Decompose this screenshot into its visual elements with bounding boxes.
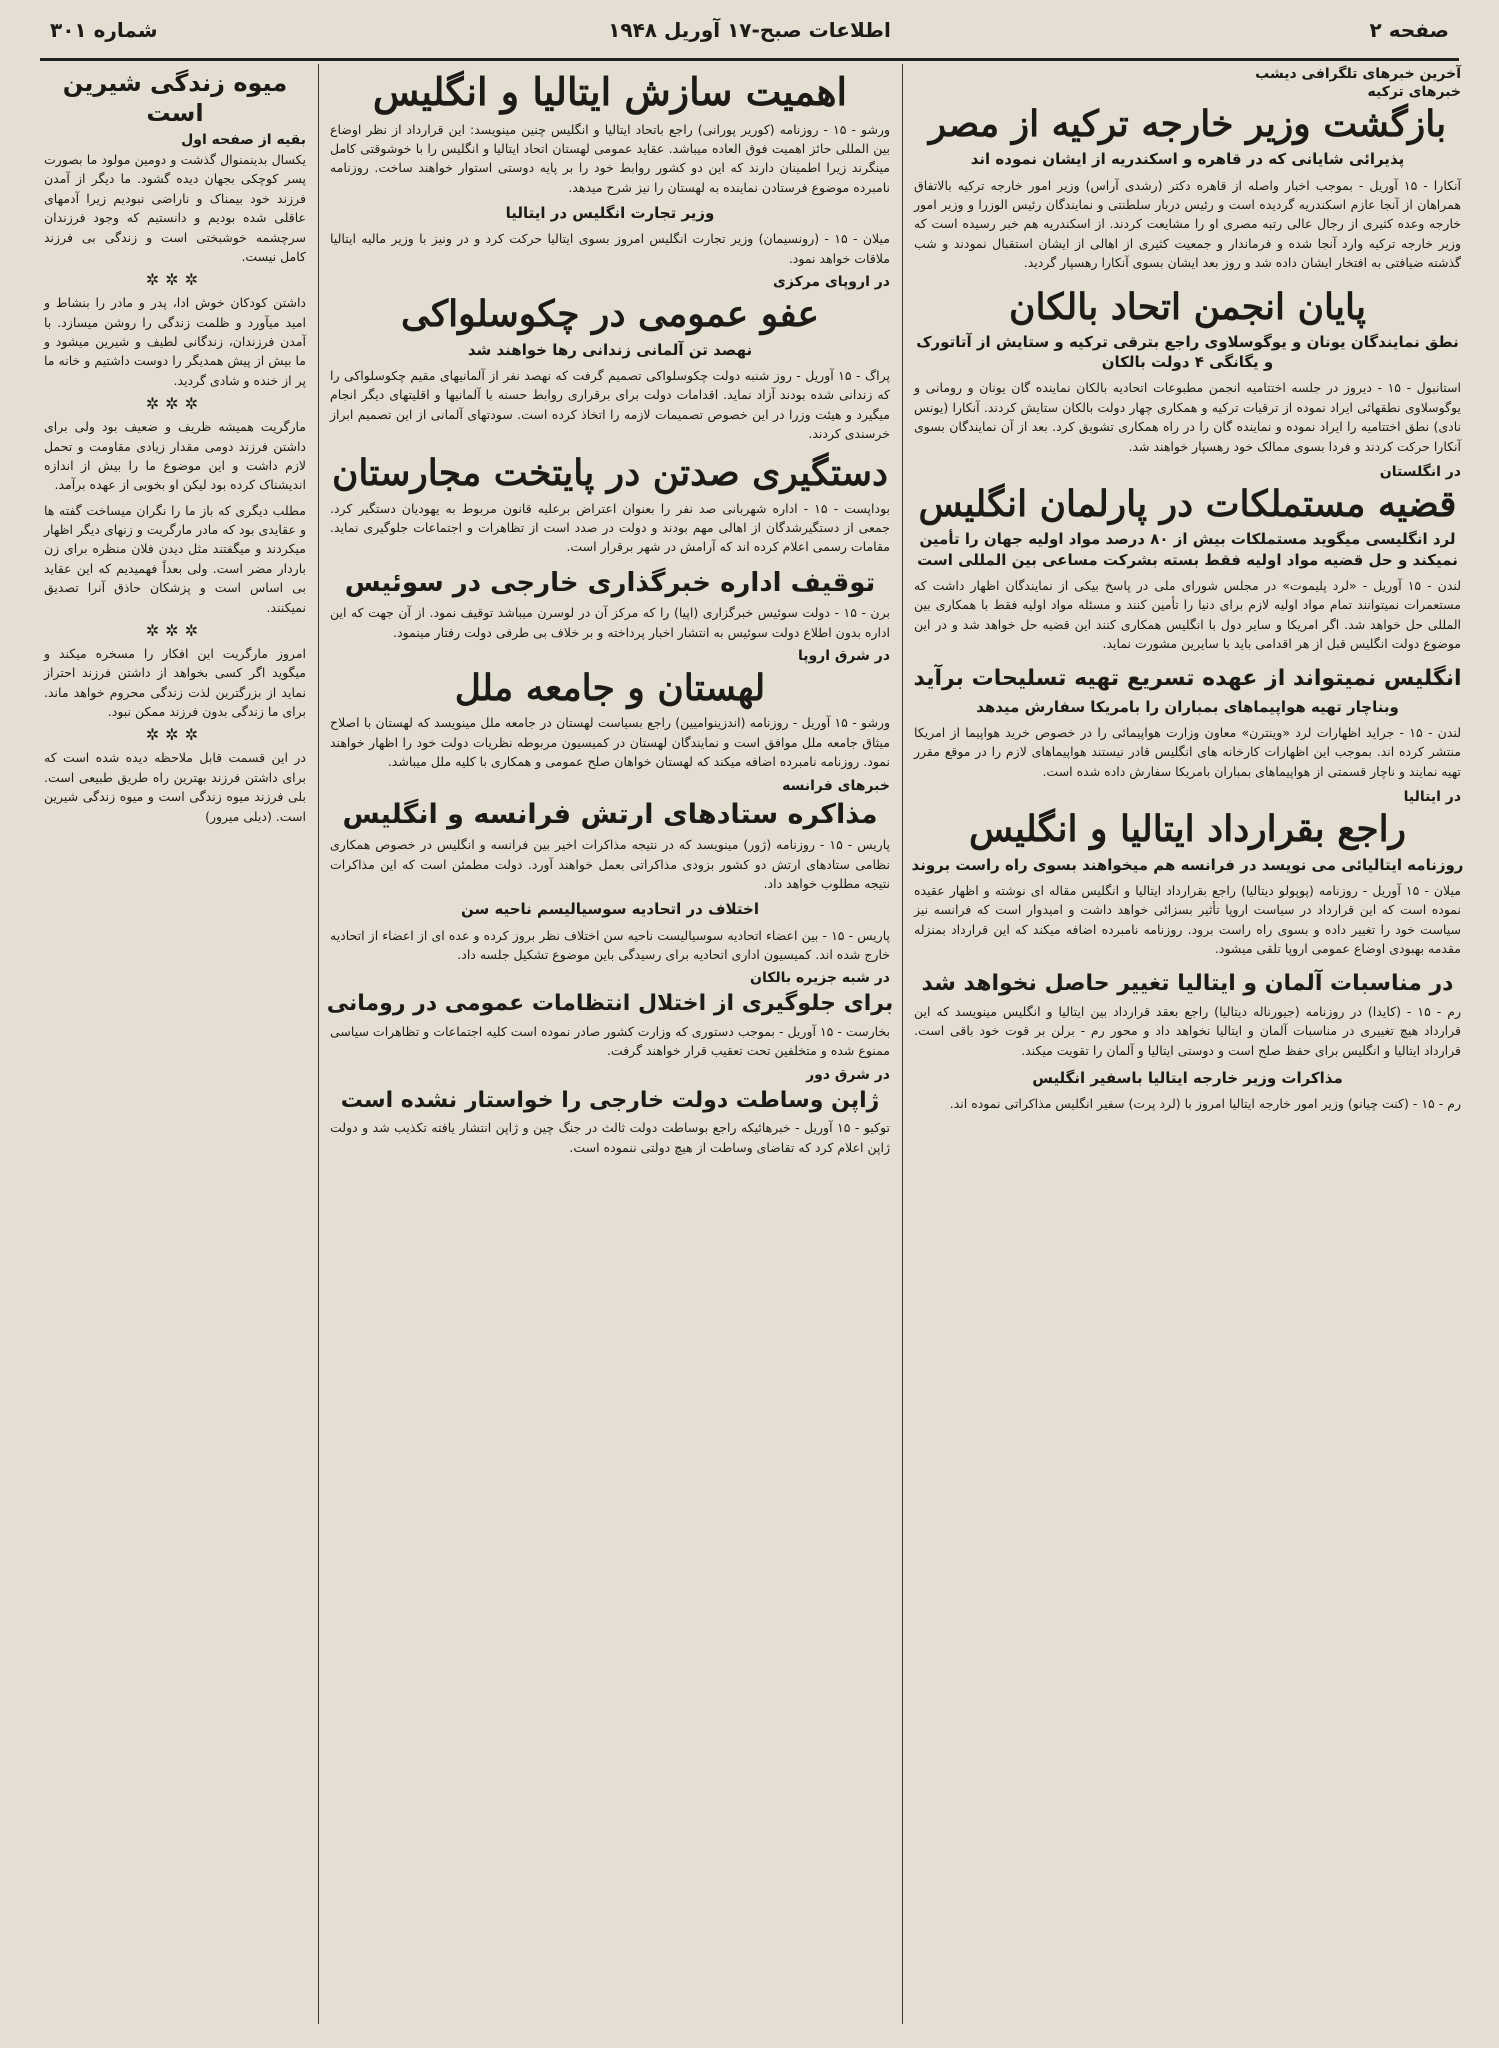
poland-headline: لهستان و جامعه ملل bbox=[454, 667, 766, 710]
section-england: در انگلستان bbox=[1379, 463, 1461, 480]
section-far-east: در شرق دور bbox=[806, 1066, 890, 1083]
swiss-body: برن - ۱۵ - دولت سوئیس خبرگزاری (اپیا) را که مرکز آن در لوسرن میباشد توقیف نمود. از آن جهت که این اداره بدون اطلاع دولت سوئیس به انتشار اخبار پرداخته و بر خلاف بی طرفی دولت رفتار مینمود. bbox=[330, 605, 890, 640]
talks-body: رم - ۱۵ - (کنت چیانو) وزیر امور خارجه ایتالیا امروز با (لرد پرت) سفیر انگلیس مذاکراتی نموده اند. bbox=[949, 1096, 1461, 1112]
italy-deck: روزنامه ایتالیائی می نویسد در فرانسه هم میخواهند بسوی راه راست بروند bbox=[911, 855, 1464, 874]
romania-headline: برای جلوگیری از اختلال انتظامات عمومی در رومانی bbox=[326, 991, 894, 1017]
socialist-body: پاریس - ۱۵ - بین اعضاء اتحادیه سوسیالیست ناحیه سن اختلاف نظر بروز کرده و عده ای از اعضاء از اتحادیه خارج شده اند. کمیسیون اداری اتحادیه برای رسیدگی باین موضوع تشکیل جلسه داد. bbox=[330, 927, 890, 963]
italy-body: میلان - ۱۵ آوریل - روزنامه (پوپولو دیتالیا) راجع بقرارداد ایتالیا و انگلیس مقاله ای نوشته و اظهار عقیده نموده است که این قرارداد در سیاست اروپا تأثیر بسزائی خواهد داشت و امیدوار است که فرانسه نیز سیاست خود را تغییر داده و بسوی راه راست برود. روزنامه نامبرده اضافه میکند که این قرارداد بمنزله مقدمه بهبودی اوضاع عمومی اروپا تلقی میشود. bbox=[914, 882, 1461, 956]
germany-headline: در مناسبات آلمان و ایتالیا تغییر حاصل نخواهد شد bbox=[921, 971, 1454, 997]
separator-stars: ✲✲✲ bbox=[145, 725, 205, 745]
balkan-headline: پایان انجمن اتحاد بالکان bbox=[1009, 285, 1366, 328]
colonies-deck: لرد انگلیسی میگوید مستملکات بیش از ۸۰ درصد مواد اولیه جهان را تأمین نمیکند و حل قضیه مواد اولیه فقط بسته بشرکت مساعی بین المللی است bbox=[917, 530, 1458, 569]
france-body: پاریس - ۱۵ - روزنامه (ژور) مینویسد که در نتیجه مذاکرات اخیر بین فرانسه و انگلیس در خصوص همکاری نظامی ستادهای ارتش دو کشور بزودی مذاکراتی بعمل خواهند آورد. دولت مطمئن است که این مذاکرات نتیجه مطلوب خواهد داد. bbox=[330, 837, 890, 892]
france-headline: مذاکره ستادهای ارتش فرانسه و انگلیس bbox=[342, 798, 878, 830]
romania-body: بخارست - ۱۵ آوریل - بموجب دستوری که وزارت کشور صادر نموده است کلیه اجتماعات و تظاهرات سیاسی ممنوع شده و متخلفین تحت تعقیب قرار خواهند گرفت. bbox=[330, 1023, 890, 1059]
hungary-body: بوداپست - ۱۵ - اداره شهربانی صد نفر را بعنوان اعتراض برعلیه قانون مربوط به یهودیان دستگیر کرد. جمعی از دستگیرشدگان از اهالی مهم بودند و دولت در صدد است از تظاهرات و اجتماعات جلوگیری نماید. مقامات رسمی اعلام کرده اند که آرامش در شهر برقرار است. bbox=[330, 500, 891, 555]
feature-paragraph: در این قسمت قابل ملاحظه دیده شده است که برای داشتن فرزند بهترین راه طریق طبیعی است. بلی فرزند میوه زندگی است و میوه زندگی شیرین است. (دیلی میرور) bbox=[44, 750, 306, 824]
planes-body: لندن - ۱۵ - جراید اظهارات لرد «وینترن» معاون وزارت هواپیمائی را در خصوص خرید هواپیما از امریکا منتشر کرده اند. بموجب این اظهارات کارخانه های انگلیس قادر نیستند هواپیماهای لازم را در موقع مقرر تهیه نمایند و ناچار قسمتی از هواپیماهای بمباران بامریکا سفارش داده شده است. bbox=[914, 725, 1461, 779]
center-column bbox=[326, 64, 894, 2024]
section-eastern-europe: در شرق اروپا bbox=[797, 648, 890, 665]
czech-headline: عفو عمومی در چکوسلواکی bbox=[400, 293, 820, 336]
balkan-deck: نطق نمایندگان یونان و یوگوسلاوی راجع بترقی ترکیه و ستایش از آتاتورک و یگانگی ۴ دولت بالکان bbox=[916, 332, 1459, 372]
talks-headline: مذاکرات وزیر خارجه ایتالیا باسفیر انگلیس bbox=[1032, 1068, 1343, 1087]
section-balkans: در شبه جزیره بالکان bbox=[750, 970, 890, 987]
planes-deck: وبناچار تهیه هواپیماهای بمباران را بامریکا سفارش میدهد bbox=[976, 697, 1399, 716]
separator-stars: ✲✲✲ bbox=[145, 270, 205, 290]
feature-paragraph: مطلب دیگری که باز ما را نگران میساخت گفته ها و عقایدی بود که مادر مارگریت و زنهای دیگر اظهار میکردند و میگفتند مثل دیدن فلان منظره برای زن باردار مضر است. ولی بعداً فهمیدیم که این عقاید بی اساس است و پزشکان حاذق آنرا تصدیق نمیکنند. bbox=[44, 502, 306, 615]
turkey-body: آنکارا - ۱۵ آوریل - بموجب اخبار واصله از قاهره دکتر (رشدی آراس) وزیر امور خارجه ترکیه بالاتفاق همراهان از آنجا عازم اسکندریه گردیده است و رئیس دربار سلطنتی و نمایندگان رئیس الوزرا و وزیر امور خارجه وعده کثیری از رجال عالی رتبه مصری او را مشایعت کردند. از اسکندریه هم خبر رسیده است که وزیر خارجه ترکیه وارد آنجا شده و فرماندار و جمعیت کثیری از اهالی از ایشان استقبال نمودند و شب گذشته ضیافتی به افتخار ایشان داده شد و روز بعد ایشان بسوی آنکارا رهسپار گردید. bbox=[914, 177, 1461, 271]
feature-paragraph: یکسال بدینمنوال گذشت و دومین مولود ما بصورت پسر کوچکی بجهان دیده گشود. ما دیگر از آمدن فرزند خود بیمناک و ناراضی نبودیم زیرا آدمهای عاقلی شده بودیم و دانستیم که وجود فرزندان سرچشمه خوشبختی است و زندگی بی فرزند کامل نیست. bbox=[44, 152, 306, 264]
czech-deck: نهصد تن آلمانی زندانی رها خواهند شد bbox=[467, 340, 753, 359]
hungary-headline: دستگیری صدتن در پایتخت مجارستان bbox=[331, 452, 889, 495]
section-turkey: خبرهای ترکیه bbox=[1367, 84, 1461, 100]
czech-body: پراگ - ۱۵ آوریل - روز شنبه دولت چکوسلواکی تصمیم گرفت که نهصد نفر از آلمانیهای مقیم چکوسلواکی را که زندانی شده بودند آزاد نماید. اقدامات دولت برای برقراری روابط حسنه با آلمانیها و اقلیتهای دیگر انجام میگیرد و هیئت وزرا در این خصوص تصمیمات لازمه را اتخاذ کرده است. سودتهای آلمانی از این تصمیم ابراز خرسندی کردند. bbox=[330, 367, 890, 441]
japan-body: توکیو - ۱۵ آوریل - خبرهائیکه راجع بوساطت دولت ثالث در جنگ چین و ژاپن انتشار یافته تکذیب شد و دولت ژاپن اعلام کرد که تقاضای وساطت از هیچ دولتی ننموده است. bbox=[330, 1120, 890, 1155]
right-column bbox=[910, 64, 1465, 2024]
turkey-deck: پذیرائی شایانی که در قاهره و اسکندریه از ایشان نموده اند bbox=[970, 150, 1405, 169]
trade-body: میلان - ۱۵ - (رونسیمان) وزیر تجارت انگلیس امروز بسوی ایتالیا حرکت کرد و در ونیز با وزیر مالیه ایتالیا ملاقات خواهد نمود. bbox=[330, 231, 890, 266]
top-headline: اهمیت سازش ایتالیا و انگلیس bbox=[372, 69, 848, 114]
italy-headline: راجع بقرارداد ایتالیا و انگلیس bbox=[968, 808, 1407, 851]
colonies-headline: قضیه مستملکات در پارلمان انگلیس bbox=[918, 482, 1457, 525]
top-body: ورشو - ۱۵ - روزنامه (کوریر پورانی) راجع باتحاد ایتالیا و انگلیس چنین مینویسد: این قرارداد از نظر اوضاع بین المللی حائز اهمیت فوق العاده میباشد. عقاید عمومی لهستان اتحاد ایتالیا و انگلیس را با خوشوقتی کامل مینگرند زیرا اطمینان دارند که این دو کشور روابط خود را بر پایه دوستی استوار خواهند ساخت. روزنامه نامبرده موضوع فرستادن نماینده به لهستان را نیز شرح میدهد. bbox=[330, 121, 890, 195]
kicker: آخرین خبرهای تلگرافی دیشب bbox=[1255, 66, 1461, 82]
page-number: صفحه ۲ bbox=[1369, 18, 1449, 42]
feature-paragraph: امروز مارگریت این افکار را مسخره میکند و میگوید اگر کسی بخواهد از داشتن فرزند احتراز نماید از بزرگترین لذت زندگی محروم خواهد ماند. برای ما زندگی بدون فرزند ممکن نبود. bbox=[44, 645, 306, 719]
turkey-headline: بازگشت وزیر خارجه ترکیه از مصر bbox=[928, 103, 1447, 145]
feature-headline: میوه زندگی شیرین است bbox=[62, 69, 288, 127]
separator-stars: ✲✲✲ bbox=[145, 394, 205, 414]
column-divider bbox=[902, 64, 903, 2024]
germany-body: رم - ۱۵ - (کایدا) در روزنامه (جیورناله دیتالیا) راجع بعقد قرارداد بین ایتالیا و انگلیس مینویسد که این قرارداد هیچ تغییری در مناسبات آلمان و ایتالیا نخواهد داد و محور رم - برلن بر قوت خود باقی است. قرارداد ایتالیا و انگلیس برای حفظ صلح است و دوستی ایتالیا و آلمان را تقویت میکند. bbox=[914, 1003, 1461, 1058]
masthead-rule bbox=[40, 58, 1459, 61]
section-central-europe: در اروپای مرکزی bbox=[773, 274, 890, 291]
poland-body: ورشو - ۱۵ آوریل - روزنامه (اندزینوامیین) راجع بسیاست لهستان در جامعه ملل مینویسد که لهستان با اصلاح میثاق جامعه ملل موافق است و نمایندگان لهستان در کمیسیون مربوطه نظریات دولت خود را اظهار خواهند نمود. روزنامه نامبرده اضافه میکند که لهستان خواهان صلح عمومی و همکاری با کلیه ملل میباشد. bbox=[330, 715, 890, 770]
issue-number: شماره ۳۰۱ bbox=[50, 18, 158, 42]
masthead bbox=[40, 18, 1459, 48]
planes-headline: انگلیس نمیتواند از عهده تسریع تهیه تسلیحات برآید bbox=[913, 666, 1462, 692]
feature-paragraph: داشتن کودکان خوش ادا، پدر و مادر را بنشاط و امید میآورد و ظلمت زندگی را روشن میسازد. با آمدن فرزندان، زندگانی لطیف و شیرین میشود و ما بیش از پیش همدیگر را دوست داشتیم و خانه ما پر از خنده و شادی گردید. bbox=[44, 295, 306, 388]
separator-stars: ✲✲✲ bbox=[145, 620, 205, 640]
swiss-headline: توقیف اداره خبرگذاری خارجی در سوئیس bbox=[344, 567, 876, 598]
continued-from: بقیه از صفحه اول bbox=[181, 132, 306, 148]
section-italy: در ایتالیا bbox=[1403, 789, 1461, 806]
column-divider bbox=[318, 64, 319, 2024]
feature-paragraph: مارگریت همیشه ظریف و ضعیف بود ولی برای داشتن فرزند دومی مقدار زیادی مقاومت و تحمل لازم داشت و این موضوع ما را بیش از اندازه اندیشناک کرده بود لیکن او بخوبی از عهده برآمد. bbox=[44, 419, 306, 493]
trade-title: وزیر تجارت انگلیس در ایتالیا bbox=[505, 204, 715, 223]
colonies-body: لندن - ۱۵ آوریل - «لرد پلیموت» در مجلس شورای ملی در پاسخ بیکی از نمایندگان اظهار داشت که مستعمرات نمیتوانند تمام مواد اولیه لازم برای دنیا را تأمین کنند و مسئله مواد اولیه فقط با همکاری بین المللی حل خواهد شد. اگر امریکا و سایر دول با انگلیس همکاری کنند این قضیه حل خواهد شد و در این موضوع دولت انگلیس قبل از هر اقدامی باید با سایرین مشورت نماید. bbox=[914, 577, 1462, 651]
socialist-title: اختلاف در اتحادیه سوسیالیسم ناحیه سن bbox=[461, 900, 759, 919]
japan-headline: ژاپن وساطت دولت خارجی را خواستار نشده است bbox=[340, 1087, 880, 1113]
section-france: خبرهای فرانسه bbox=[782, 777, 890, 794]
balkan-body: استانبول - ۱۵ - دیروز در جلسه اختتامیه انجمن مطبوعات اتحادیه بالکان نماینده گان یونان و رومانی و یوگوسلاوی نطقهائی ایراد نموده از ترقیات ترکیه و همکاری چهار دولت بالکان ستایش کردند. آنکارا (یونس نادی) نطق اختتامیه را ایراد نموده و نماینده گان را در راه همکاری تشویق کرد. بعد از آن نمایندگان بسوی آنکارا حرکت کردند و فردا بسوی ممالک خود رهسپار خواهند شد. bbox=[914, 380, 1461, 454]
left-column bbox=[40, 64, 310, 2024]
paper-date: اطلاعات صبح-۱۷ آوریل ۱۹۴۸ bbox=[608, 18, 891, 42]
